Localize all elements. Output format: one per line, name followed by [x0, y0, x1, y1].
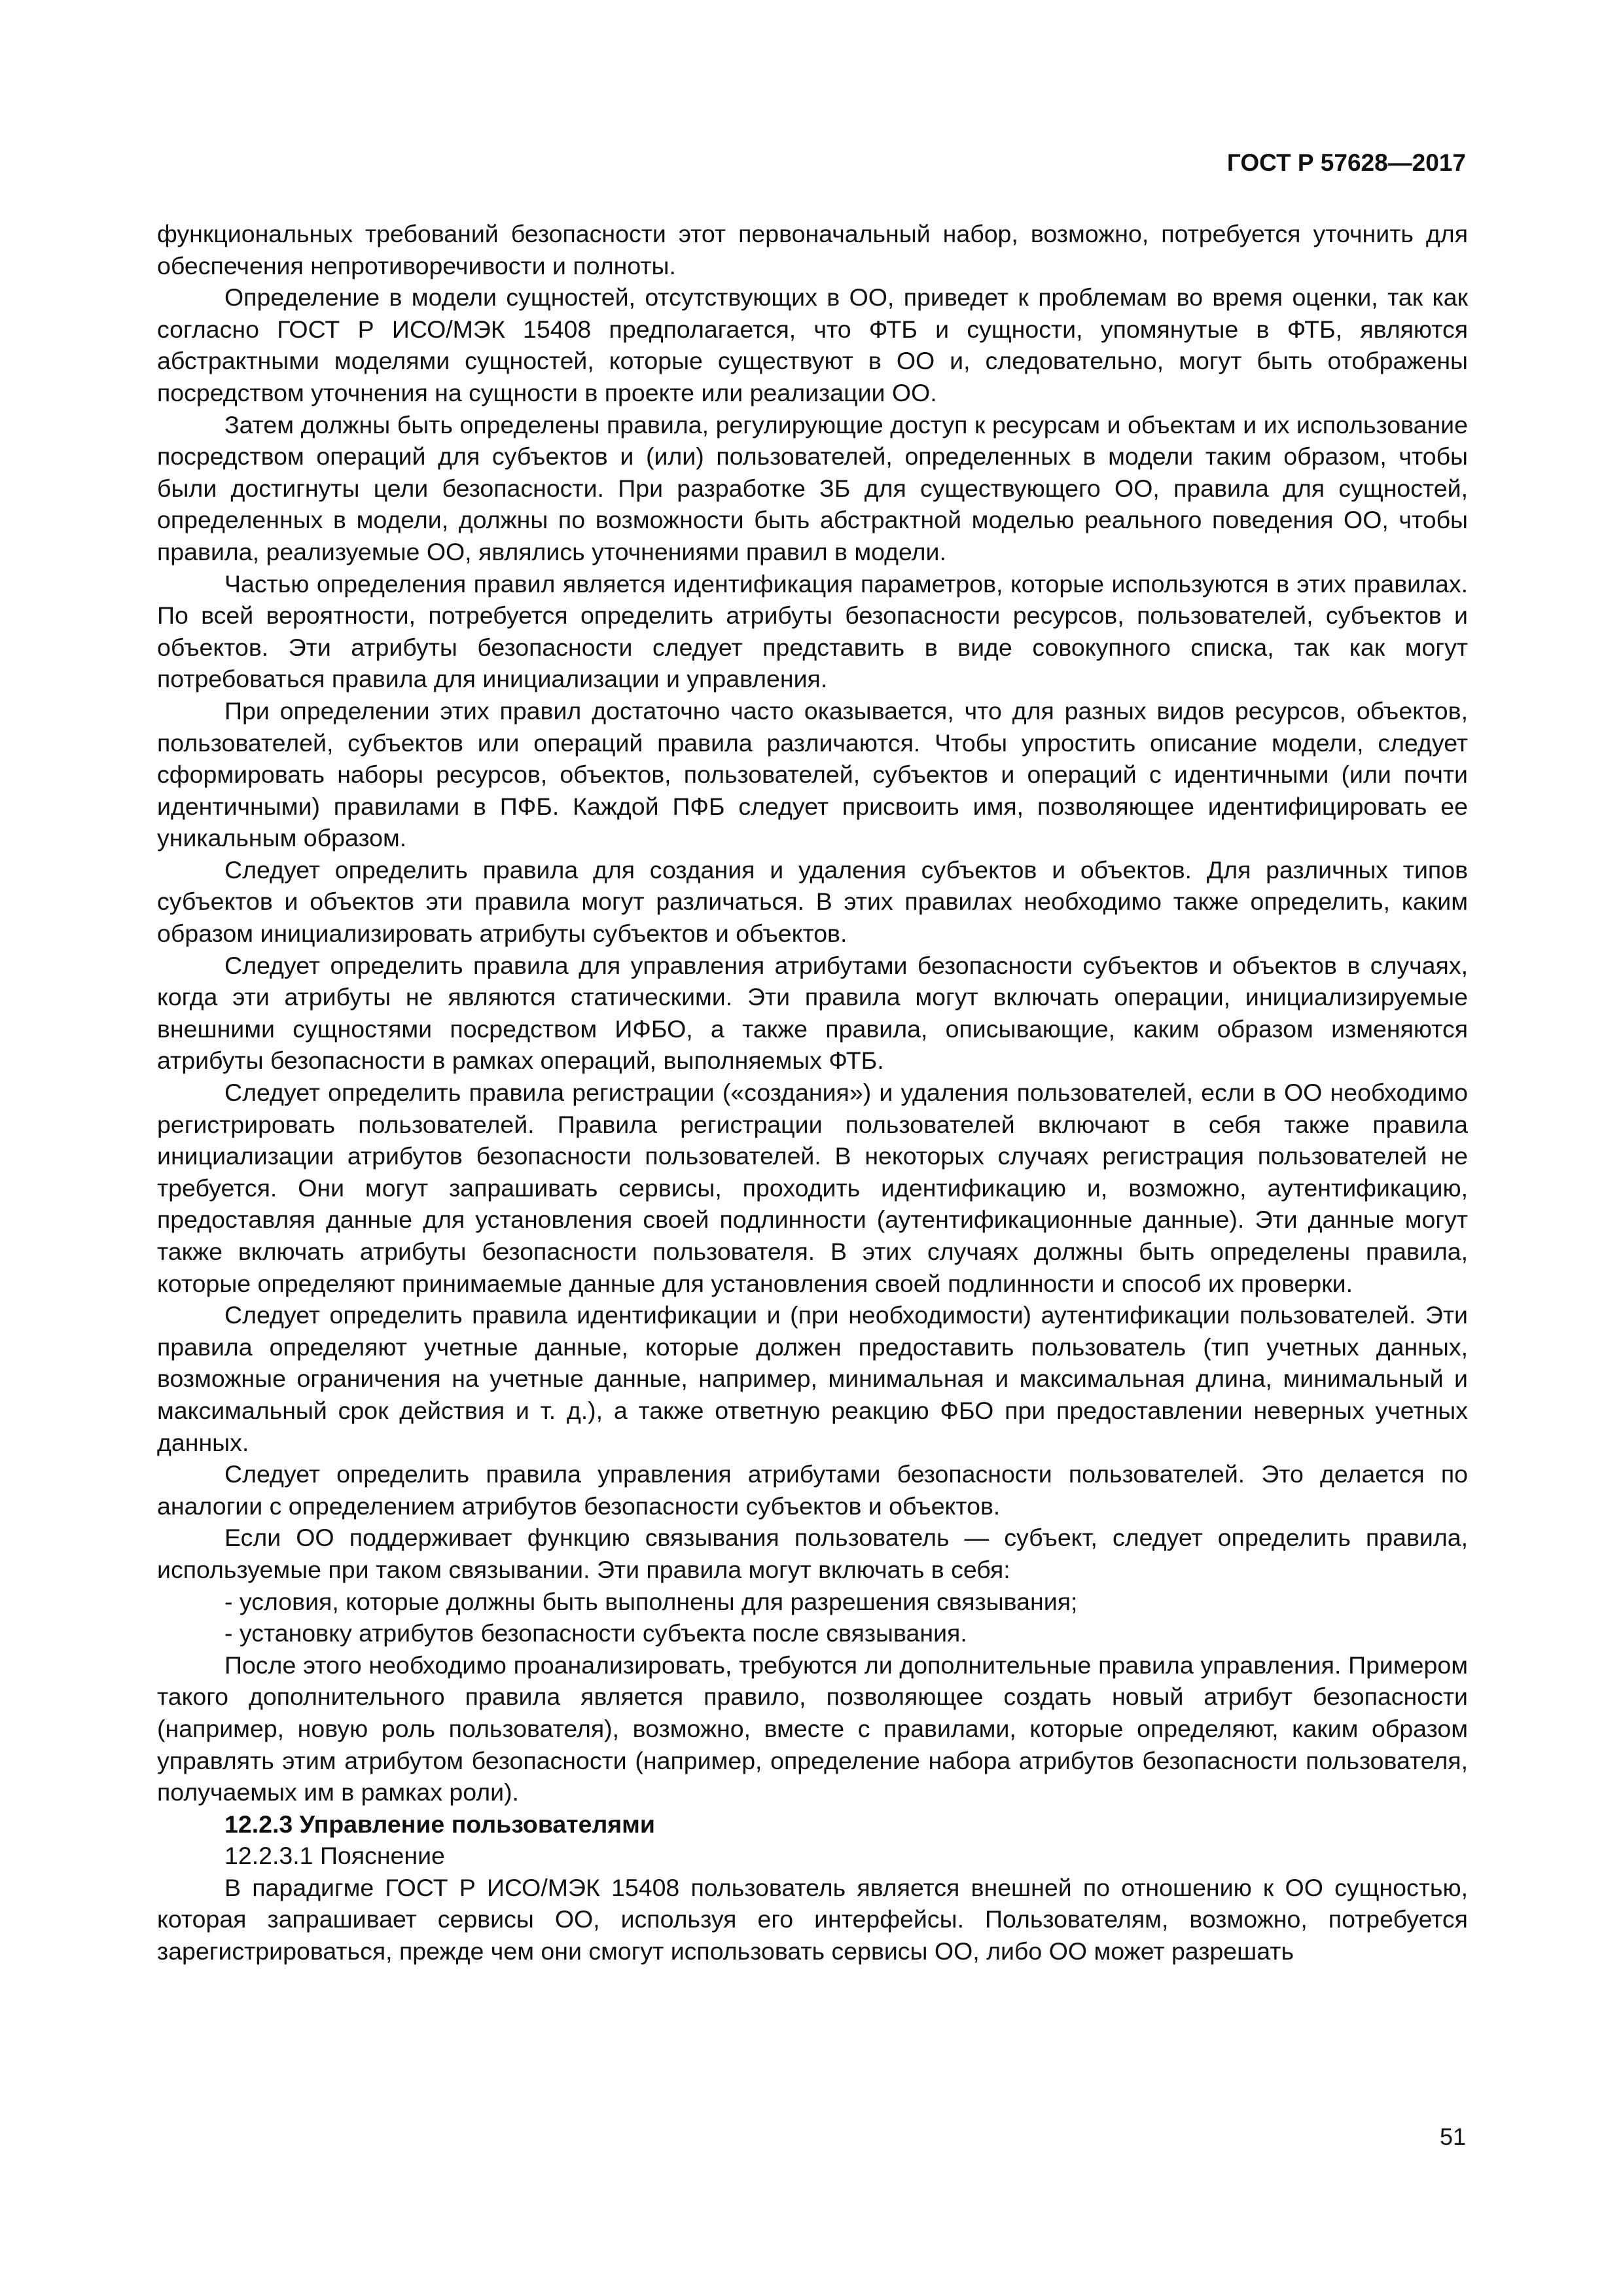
- paragraph: функциональных требований безопасности этот первоначальный набор, возможно, потребуется уточнить для обеспечения непротиворечивости и полноты.: [157, 220, 1468, 279]
- paragraph: При определении этих правил достаточно часто оказывается, что для разных видов ресурсов, объектов, пользователей, субъектов или операций правила различаются. Чтобы упростить описание модели, следует сформировать наборы ресурсов, объектов, пользователей, субъектов и операций с идентичными (или почти идентичными) правилами в ПФБ. Каждой ПФБ следует присвоить имя, позволяющее идентифицировать ее уникальным образом.: [157, 696, 1468, 852]
- paragraph: Следует определить правила идентификации и (при необходимости) аутентификации пользователей. Эти правила определяют учетные данные, которые должен предоставить пользователь (тип учетных данных, возможные ограничения на учетные данные, например, минимальная и максимальная длина, минимальный и максимальный срок действия и т. д.), а также ответную реакцию ФБО при предоставлении неверных учетных данных.: [157, 1301, 1468, 1456]
- paragraph: Следует определить правила для создания и удаления субъектов и объектов. Для различных типов субъектов и объектов эти правила могут различаться. В этих правилах необходимо также определить, каким образом инициализировать атрибуты субъектов и объектов.: [157, 855, 1468, 948]
- subsection-heading: 12.2.3.1 Пояснение: [224, 1842, 445, 1870]
- paragraph: Частью определения правил является идентификация параметров, которые используются в этих правилах. По всей вероятности, потребуется определить атрибуты безопасности ресурсов, пользователей, субъектов и объектов. Эти атрибуты безопасности следует представить в виде совокупного списка, так как могут потребоваться правила для инициализации и управления.: [157, 569, 1468, 693]
- list-item: - установку атрибутов безопасности субъекта после связывания.: [224, 1619, 967, 1647]
- paragraph: После этого необходимо проанализировать, требуются ли дополнительные правила управления. Примером такого дополнительного правила является правило, позволяющее создать новый атрибут безопасности (например, новую роль пользователя), возможно, вместе с правилами, которые определяют, каким образом управлять этим атрибутом безопасности (например, определение набора атрибутов безопасности пользователя, получаемых им в рамках роли).: [157, 1651, 1468, 1806]
- standard-header: ГОСТ Р 57628—2017: [1226, 149, 1466, 176]
- paragraph: Следует определить правила для управления атрибутами безопасности субъектов и объектов в случаях, когда эти атрибуты не являются статическими. Эти правила могут включать операции, инициализируемые внешними сущностями посредством ИФБО, а также правила, описывающие, каким образом изменяются атрибуты безопасности в рамках операций, выполняемых ФТБ.: [157, 951, 1468, 1075]
- section-heading: 12.2.3 Управление пользователями: [224, 1810, 655, 1838]
- paragraph: В парадигме ГОСТ Р ИСО/МЭК 15408 пользователь является внешней по отношению к ОО сущностью, которая запрашивает сервисы ОО, используя его интерфейсы. Пользователям, возможно, потребуется зарегистрироваться, прежде чем они смогут использовать сервисы ОО, либо ОО может разрешать: [157, 1873, 1468, 1965]
- paragraph: Затем должны быть определены правила, регулирующие доступ к ресурсам и объектам и их использование посредством операций для субъектов и (или) пользователей, определенных в модели таким образом, чтобы были достигнуты цели безопасности. При разработке ЗБ для существующего ОО, правила для сущностей, определенных в модели, должны по возможности быть абстрактной моделью реального поведения ОО, чтобы правила, реализуемые ОО, являлись уточнениями правил в модели.: [157, 410, 1468, 565]
- page-number: 51: [1439, 2123, 1466, 2150]
- paragraph: Если ОО поддерживает функцию связывания пользователь — субъект, следует определить правила, используемые при таком связывании. Эти правила могут включать в себя:: [157, 1524, 1468, 1583]
- paragraph: Определение в модели сущностей, отсутствующих в ОО, приведет к проблемам во время оценки, так как согласно ГОСТ Р ИСО/МЭК 15408 предполагается, что ФТБ и сущности, упомянутые в ФТБ, являются абстрактными моделями сущностей, которые существуют в ОО и, следовательно, могут быть отображены посредством уточнения на сущности в проекте или реализации ОО.: [157, 283, 1468, 406]
- paragraph: Следует определить правила регистрации («создания») и удаления пользователей, если в ОО необходимо регистрировать пользователей. Правила регистрации пользователей включают в себя также правила инициализации атрибутов безопасности пользователей. В некоторых случаях регистрация пользователей не требуется. Они могут запрашивать сервисы, проходить идентификацию и, возможно, аутентификацию, предоставляя данные для установления своей подлинности (аутентификационные данные). Эти данные могут также включать атрибуты безопасности пользователя. В этих случаях должны быть определены правила, которые определяют принимаемые данные для установления своей подлинности и способ их проверки.: [157, 1079, 1468, 1297]
- body-text: [157, 218, 1468, 1967]
- paragraph: Следует определить правила управления атрибутами безопасности пользователей. Это делается по аналогии с определением атрибутов безопасности субъектов и объектов.: [157, 1460, 1468, 1520]
- list-item: - условия, которые должны быть выполнены для разрешения связывания;: [224, 1587, 1078, 1615]
